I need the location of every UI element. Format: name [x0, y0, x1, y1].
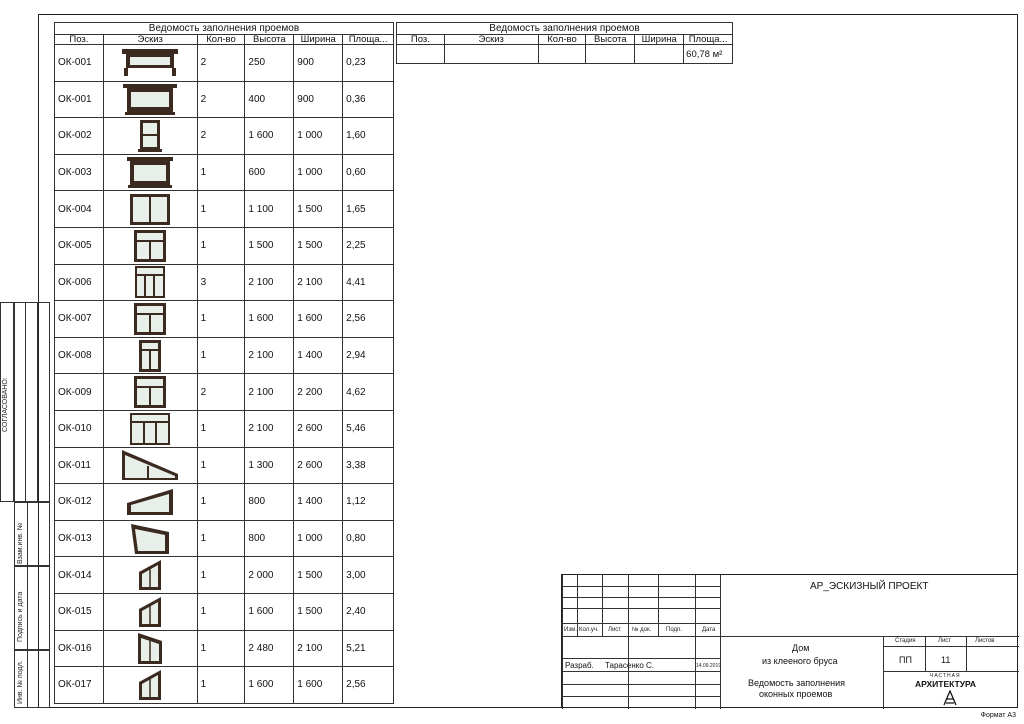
- cell-position: ОК-015: [55, 594, 104, 630]
- sign-date-label: Подпись и дата: [17, 591, 24, 642]
- title-block: [561, 574, 1018, 708]
- cell-sketch: [104, 448, 198, 484]
- cell-sketch: [104, 521, 198, 557]
- cell-quantity: 1: [198, 594, 246, 630]
- cell-area: 0,23: [343, 45, 394, 81]
- cell-height: 1 600: [245, 118, 294, 154]
- cell-quantity: 1: [198, 631, 246, 667]
- project-name: АР_ЭСКИЗНЫЙ ПРОЕКТ: [810, 581, 929, 592]
- cell-width: 1 400: [294, 484, 343, 520]
- cell-width: 1 600: [294, 301, 343, 337]
- header-qty: Кол-во: [198, 35, 246, 44]
- header-sketch: Эскиз: [445, 35, 539, 44]
- second-table-title: Ведомость заполнения проемов: [396, 22, 733, 34]
- table-row: [54, 374, 394, 411]
- cell-quantity: 1: [198, 557, 246, 593]
- cell-area: 0,60: [343, 155, 394, 191]
- window-sketch-icon: [137, 668, 163, 702]
- cell-area: 0,80: [343, 521, 394, 557]
- cell-sketch: [104, 411, 198, 447]
- cell-area: 4,62: [343, 374, 394, 410]
- total-row: [396, 45, 733, 64]
- cell-area: 0,36: [343, 82, 394, 118]
- cell-area: 3,00: [343, 557, 394, 593]
- cell-quantity: 1: [198, 484, 246, 520]
- sheet-title-line2: оконных проемов: [759, 689, 833, 699]
- cell-quantity: 1: [198, 521, 246, 557]
- cell-position: ОК-016: [55, 631, 104, 667]
- cell-height: 600: [245, 155, 294, 191]
- cell-height: 1 500: [245, 228, 294, 264]
- cell-quantity: 1: [198, 228, 246, 264]
- window-sketch-icon: [133, 375, 167, 409]
- cell-height: 2 000: [245, 557, 294, 593]
- cell-height: 800: [245, 521, 294, 557]
- cell-position: ОК-014: [55, 557, 104, 593]
- header-pos: Поз.: [397, 35, 445, 44]
- window-sketch-icon: [138, 119, 162, 153]
- col-label-date: Дата: [702, 627, 716, 633]
- cell-sketch: [104, 45, 198, 81]
- cell-height: 800: [245, 484, 294, 520]
- table-row: [54, 191, 394, 228]
- cell-quantity: 1: [198, 155, 246, 191]
- table-row: [54, 448, 394, 485]
- cell-position: ОК-001: [55, 45, 104, 81]
- header-area: Площа...: [343, 35, 394, 44]
- cell-area: 2,56: [343, 667, 394, 703]
- cell-area: 5,46: [343, 411, 394, 447]
- logo-top-text: ЧАСТНАЯ: [930, 673, 961, 679]
- cell-width: 1 500: [294, 557, 343, 593]
- developed-date: 14.09.2019: [696, 663, 722, 669]
- cell-area: 4,41: [343, 265, 394, 301]
- header-width: Ширина: [635, 35, 684, 44]
- agreed-label: СОГЛАСОВАНО:: [2, 377, 9, 432]
- logo-main-text: АРХИТЕКТУРА: [915, 679, 977, 689]
- cell-area: 2,25: [343, 228, 394, 264]
- cell-quantity: 1: [198, 301, 246, 337]
- window-sketch-icon: [136, 631, 164, 665]
- header-width: Ширина: [294, 35, 343, 44]
- cell-width: 2 600: [294, 448, 343, 484]
- cell-position: ОК-007: [55, 301, 104, 337]
- window-sketch-icon: [125, 487, 175, 517]
- window-sketch-icon: [133, 302, 167, 336]
- sheet-label: Лист: [938, 638, 952, 644]
- col-label-doc: № док.: [632, 627, 652, 633]
- cell-sketch: [104, 667, 198, 703]
- window-sketch-icon: [129, 412, 171, 446]
- cell-height: 1 600: [245, 667, 294, 703]
- object-line2: из клееного бруса: [762, 656, 838, 666]
- col-label-sign: Подп.: [666, 627, 682, 633]
- table-row: [54, 594, 394, 631]
- table-row: [54, 338, 394, 375]
- cell-quantity: 1: [198, 667, 246, 703]
- cell-quantity: 1: [198, 448, 246, 484]
- col-label-koluch: Кол.уч.: [579, 627, 599, 633]
- cell-width: 2 100: [294, 265, 343, 301]
- total-area: 60,78 м²: [684, 45, 733, 63]
- cell-position: ОК-003: [55, 155, 104, 191]
- cell-area: 2,56: [343, 301, 394, 337]
- cell-width: 1 500: [294, 191, 343, 227]
- cell-height: 1 600: [245, 594, 294, 630]
- logo-a-icon: [942, 690, 958, 706]
- second-schedule-table: [396, 22, 733, 64]
- side-stamp-strip: [0, 302, 50, 708]
- window-sketch-icon: [134, 265, 166, 299]
- cell-area: 1,12: [343, 484, 394, 520]
- cell-width: 1 000: [294, 118, 343, 154]
- cell-height: 1 600: [245, 301, 294, 337]
- cell-area: 1,60: [343, 118, 394, 154]
- table-row: [54, 228, 394, 265]
- inv-replace-label: Взам.инв. №: [17, 522, 24, 564]
- cell-height: 2 100: [245, 338, 294, 374]
- cell-width: 1 500: [294, 594, 343, 630]
- table-row: [54, 118, 394, 155]
- cell-area: 2,40: [343, 594, 394, 630]
- inv-orig-label: Инв. № подл.: [17, 660, 24, 704]
- developer-name: Тарасенко С.: [605, 661, 655, 670]
- format-label: Формат А3: [980, 712, 1016, 719]
- cell-width: 1 000: [294, 521, 343, 557]
- cell-position: ОК-006: [55, 265, 104, 301]
- table-row: [54, 631, 394, 668]
- sheet-title-line1: Ведомость заполнения: [748, 678, 845, 688]
- cell-position: ОК-008: [55, 338, 104, 374]
- cell-quantity: 2: [198, 82, 246, 118]
- cell-height: 2 100: [245, 411, 294, 447]
- window-sketch-icon: [121, 83, 179, 116]
- header-pos: Поз.: [55, 35, 104, 44]
- cell-position: ОК-017: [55, 667, 104, 703]
- window-sketch-icon: [137, 595, 163, 629]
- table-row: [54, 484, 394, 521]
- table-header-row: [54, 34, 394, 45]
- cell-sketch: [104, 374, 198, 410]
- cell-quantity: 2: [198, 45, 246, 81]
- sheets-label: Листов: [975, 638, 995, 644]
- second-table-header-row: [396, 34, 733, 45]
- cell-height: 2 100: [245, 374, 294, 410]
- window-sketch-icon: [129, 522, 171, 556]
- window-sketch-icon: [120, 48, 180, 78]
- header-sketch: Эскиз: [104, 35, 198, 44]
- header-height: Высота: [586, 35, 635, 44]
- cell-sketch: [104, 82, 198, 118]
- cell-width: 1 000: [294, 155, 343, 191]
- cell-area: 1,65: [343, 191, 394, 227]
- cell-sketch: [104, 557, 198, 593]
- object-line1: Дом: [792, 643, 810, 653]
- cell-height: 250: [245, 45, 294, 81]
- windows-schedule-table: [54, 22, 394, 704]
- cell-sketch: [104, 301, 198, 337]
- cell-height: 2 480: [245, 631, 294, 667]
- col-label-izm: Изм.: [564, 627, 577, 633]
- cell-sketch: [104, 118, 198, 154]
- cell-position: ОК-001: [55, 82, 104, 118]
- sheet-value: 11: [941, 655, 951, 665]
- col-label-list: Лист: [608, 627, 622, 633]
- cell-area: 5,21: [343, 631, 394, 667]
- cell-width: 2 100: [294, 631, 343, 667]
- cell-sketch: [104, 484, 198, 520]
- table-title: Ведомость заполнения проемов: [54, 22, 394, 34]
- cell-sketch: [104, 338, 198, 374]
- table-row: [54, 521, 394, 558]
- window-sketch-icon: [126, 156, 174, 189]
- cell-width: 1 600: [294, 667, 343, 703]
- cell-position: ОК-013: [55, 521, 104, 557]
- cell-quantity: 3: [198, 265, 246, 301]
- cell-width: 1 400: [294, 338, 343, 374]
- cell-sketch: [104, 631, 198, 667]
- cell-height: 1 300: [245, 448, 294, 484]
- cell-quantity: 1: [198, 411, 246, 447]
- header-height: Высота: [245, 35, 294, 44]
- table-row: [54, 411, 394, 448]
- header-qty: Кол-во: [539, 35, 587, 44]
- developed-label: Разраб.: [565, 661, 594, 670]
- cell-position: ОК-011: [55, 448, 104, 484]
- table-row: [54, 45, 394, 82]
- table-row: [54, 82, 394, 119]
- window-sketch-icon: [133, 229, 167, 263]
- cell-quantity: 1: [198, 191, 246, 227]
- cell-position: ОК-009: [55, 374, 104, 410]
- cell-height: 2 100: [245, 265, 294, 301]
- cell-sketch: [104, 594, 198, 630]
- window-sketch-icon: [138, 339, 162, 373]
- table-row: [54, 557, 394, 594]
- table-row: [54, 667, 394, 704]
- cell-sketch: [104, 265, 198, 301]
- cell-quantity: 2: [198, 118, 246, 154]
- cell-width: 1 500: [294, 228, 343, 264]
- cell-height: 400: [245, 82, 294, 118]
- cell-quantity: 2: [198, 374, 246, 410]
- cell-position: ОК-012: [55, 484, 104, 520]
- cell-position: ОК-002: [55, 118, 104, 154]
- cell-width: 900: [294, 45, 343, 81]
- cell-area: 3,38: [343, 448, 394, 484]
- header-area: Площа...: [684, 35, 733, 44]
- cell-sketch: [104, 228, 198, 264]
- stage-value: ПП: [899, 655, 912, 665]
- cell-sketch: [104, 191, 198, 227]
- window-sketch-icon: [137, 558, 163, 592]
- table-row: [54, 301, 394, 338]
- cell-height: 1 100: [245, 191, 294, 227]
- cell-width: 2 600: [294, 411, 343, 447]
- window-sketch-icon: [129, 193, 171, 226]
- table-row: [54, 155, 394, 192]
- cell-area: 2,94: [343, 338, 394, 374]
- table-row: [54, 265, 394, 302]
- cell-width: 2 200: [294, 374, 343, 410]
- window-sketch-icon: [120, 448, 180, 482]
- cell-position: ОК-004: [55, 191, 104, 227]
- cell-quantity: 1: [198, 338, 246, 374]
- cell-position: ОК-005: [55, 228, 104, 264]
- cell-sketch: [104, 155, 198, 191]
- cell-width: 900: [294, 82, 343, 118]
- stage-label: Стадия: [895, 638, 916, 644]
- cell-position: ОК-010: [55, 411, 104, 447]
